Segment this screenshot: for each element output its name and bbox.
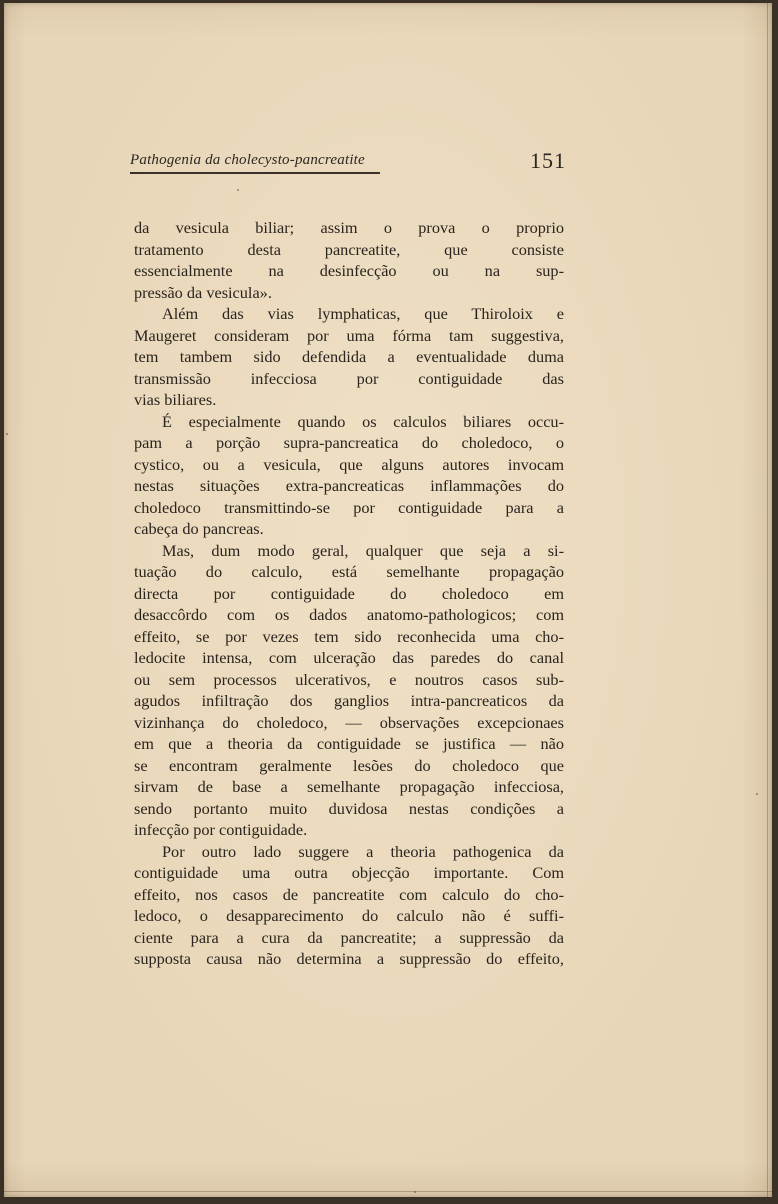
- text-line: Mas, dum modo geral, qualquer que seja a si-: [162, 540, 564, 560]
- text-line: ou sem processos ulcerativos, e noutros casos sub-: [134, 669, 564, 689]
- text-line: Por outro lado suggere a theoria pathogenica da: [162, 841, 564, 861]
- text-line: transmissão infecciosa por contiguidade das: [134, 368, 564, 388]
- text-line: directa por contiguidade do choledoco em: [134, 583, 564, 603]
- text-line: pam a porção supra-pancreatica do choledoco, o: [134, 433, 564, 452]
- text-line: contiguidade uma outra objecção importante. Com: [134, 863, 564, 882]
- text-line: supposta causa não determina a suppressão do effeito,: [134, 949, 564, 968]
- paper-speck: [237, 189, 239, 191]
- text-line: tem tambem sido defendida a eventualidade duma: [134, 347, 564, 366]
- text-line: ledoco, o desapparecimento do calculo não é suffi-: [134, 906, 564, 925]
- running-head-title: Pathogenia da cholecysto-pancreatite: [130, 152, 380, 174]
- text-line: effeito, nos casos de pancreatite com calculo do cho-: [134, 884, 564, 904]
- text-line: Além das vias lymphaticas, que Thiroloix e: [162, 304, 564, 323]
- page-edge-right: [767, 3, 768, 1197]
- text-line: essencialmente na desinfecção ou na sup-: [134, 261, 564, 280]
- text-line: desaccôrdo com os dados anatomo-pathologicos; com: [134, 605, 564, 624]
- text-line: tratamento desta pancreatite, que consiste: [134, 239, 564, 259]
- text-line: cystico, ou a vesicula, que alguns autores invocam: [134, 454, 564, 474]
- text-line: da vesicula biliar; assim o prova o proprio: [134, 218, 564, 237]
- text-line: pressão da vesicula».: [134, 282, 272, 302]
- text-line: vias biliares.: [134, 390, 217, 409]
- text-line: sirvam de base a semelhante propagação infecciosa,: [134, 777, 564, 796]
- text-line: se encontram geralmente lesões do choledoco que: [134, 755, 564, 775]
- text-line: ciente para a cura da pancreatite; a suppressão da: [134, 927, 564, 947]
- text-line: Maugeret consideram por uma fórma tam suggestiva,: [134, 325, 564, 345]
- running-head: [130, 148, 572, 180]
- body-text: [134, 217, 564, 970]
- paper-speck: [6, 433, 8, 435]
- text-line: cabeça do pancreas.: [134, 519, 264, 538]
- paper-speck: [414, 1191, 416, 1193]
- text-line: É especialmente quando os calculos biliares occu-: [162, 411, 564, 431]
- text-line: sendo portanto muito duvidosa nestas condições a: [134, 798, 564, 818]
- page-edge-bottom: [4, 1191, 772, 1192]
- text-line: em que a theoria da contiguidade se justifica — não: [134, 734, 564, 753]
- text-line: ledocite intensa, com ulceração das paredes do canal: [134, 648, 564, 667]
- text-line: vizinhança do choledoco, — observações excepcionaes: [134, 712, 564, 732]
- text-line: nestas situações extra-pancreaticas inflammações do: [134, 476, 564, 495]
- text-line: infecção por contiguidade.: [134, 820, 308, 839]
- book-page: [4, 3, 772, 1197]
- text-line: effeito, se por vezes tem sido reconhecida uma cho-: [134, 626, 564, 646]
- page-number: 151: [530, 148, 566, 173]
- text-line: agudos infiltração dos ganglios intra-pancreaticos da: [134, 691, 564, 710]
- text-line: choledoco transmittindo-se por contiguidade para a: [134, 497, 564, 517]
- paper-speck: [756, 793, 758, 795]
- text-line: tuação do calculo, está semelhante propagação: [134, 562, 564, 581]
